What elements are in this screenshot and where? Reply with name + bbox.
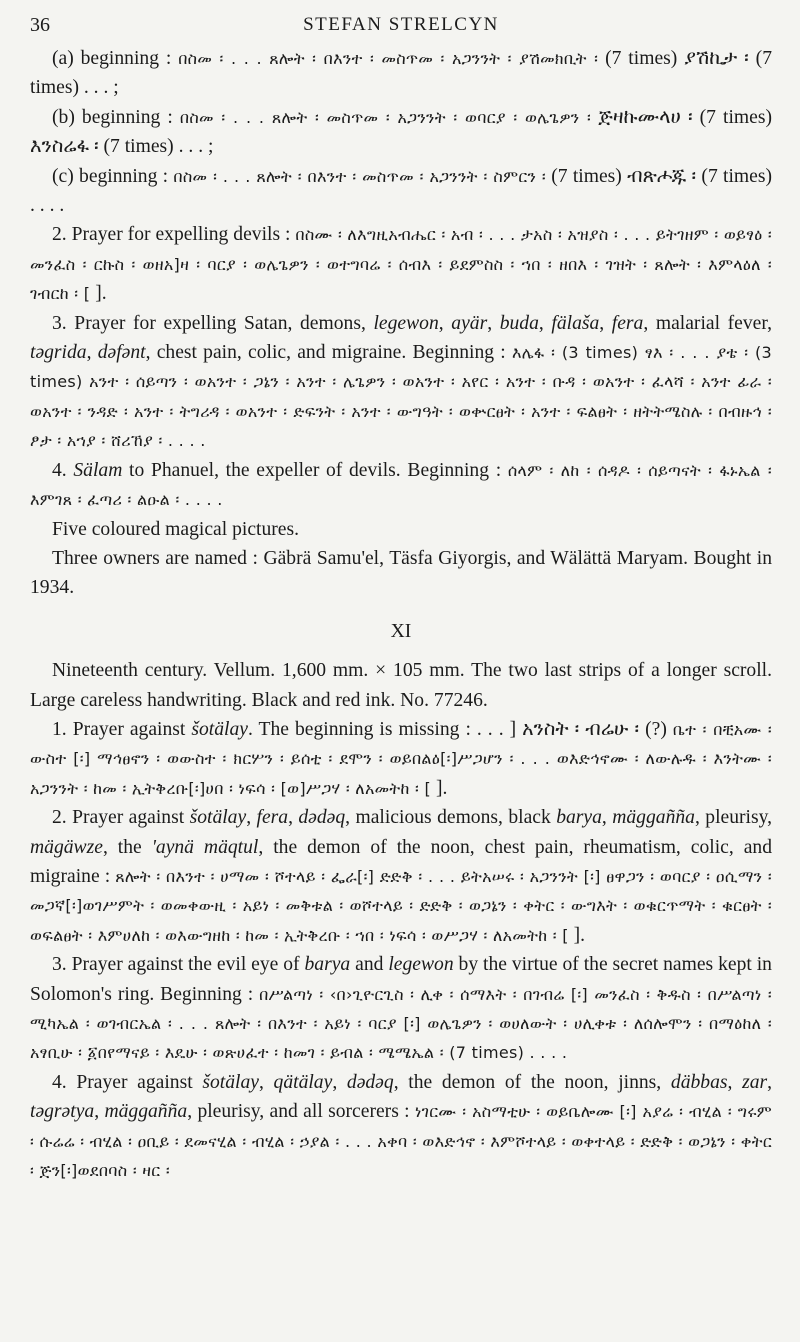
- prayer-3-term: legewon: [388, 954, 454, 976]
- note-pictures: Five coloured magical pictures.: [52, 518, 300, 540]
- item-2-end: ].: [95, 283, 107, 305]
- item-4-lead: 4.: [52, 459, 67, 481]
- prayer-4-mid: the demon of the noon, jinns,: [408, 1071, 662, 1093]
- prayer-4-term: dədəq: [346, 1071, 394, 1093]
- prayer-1: [30, 715, 772, 803]
- variant-b: [30, 103, 772, 162]
- prayer-3-tail: by the virtue of the secret names kept in Solomon's ring. Beginning :: [30, 954, 772, 1005]
- prayer-1-lead: 1. Prayer against: [52, 718, 186, 740]
- note-owners: Three owners are named : Gäbrä Samu'el, Täsfa Giyorgis, and Wälättä Maryam. Bought in 1934.: [30, 547, 772, 599]
- prayer-4-term: mäggañña: [104, 1101, 188, 1123]
- prayer-2-term: šotälay: [189, 807, 247, 829]
- prayer-2-lead: 2. Prayer against: [52, 807, 185, 829]
- item-2-ethiopic: በስሙ ፡ ለእግዚአብሔር ፡ አብ ፡ . . . ታአስ ፡ አዝያስ ፡ . . . ይትገዘም ፡ ወይፃዕ ፡ መንፈስ ፡ ርኩስ ፡ ወዘአ]ዛ ፡ ባርያ ፡ ወሌጌዎን ፡ ወተግባሬ ፡ ሰብእ ፡ ይደምስስ ፡ ኀበ ፡ ዘበእ ፡ ገዝት ፡ ጸሎት ፡ እምላዕለ ፡ ገብርከ ፡ [: [30, 225, 772, 304]
- variant-b-ethiopic: በስመ ፡ . . . ጸሎት ፡ መስጥመ ፡ አጋንንት ፡ ወባርያ ፡ ወሌጌዎን ፡: [179, 107, 592, 127]
- item-2: [30, 220, 772, 308]
- prayer-2: 2. Prayer against šotälay, fera, dədəq, malicious demons, black barya, mäggañña, pleurisy, mägäwze, the 'aynä mäqtul, the demon of the noon, chest pain, rheumatism, colic, and migraine : ጸሎት ፡ በእንተ ፡ ሀማመ ፡ ሾተላይ ፡ ፌራ[፡] ድድቅ ፡ . . . ይትአሠሩ ፡ አጋንንት [፡] ፀዋጋን ፡ ወባርያ ፡ ዐሲማን ፡ መጋኛ[፡]ወገሥምት ፡ ወመቀውዚ ፡ አይነ ፡ መቅቱል ፡ ወሾተላይ ፡ ድድቅ ፡ ወጋኔን ፡ ቀትር ፡ ውግእት ፡ ወቁርጥማት ፡ ቁርፀት ፡ ወፍልፀት ፡ እምሀለከ ፡ ወእውግዘከ ፡ ከመ ፡ ኢትቅረቡ ፡ ኀበ ፡ ነፍሳ ፡ ወሥጋሃ ፡ ለአመትከ ፡ [ ].: [30, 807, 773, 946]
- prayer-4-lead: 4. Prayer against: [52, 1071, 193, 1093]
- item-3-term: fälaša: [551, 312, 600, 334]
- prayer-4-term: zar: [742, 1071, 768, 1093]
- prayer-4-term: šotälay: [202, 1071, 259, 1093]
- item-3: 3. Prayer for expelling Satan, demons, legewon, ayär, buda, fälaša, fera, malarial fever, təgrida, dəfənt, chest pain, colic, and migraine. Beginning : እሌፋ ፡ (3 times) ፃእ ፡ . . . ያቴ ፡ (3 times) አንተ ፡ ሰይጣን ፡ ወአንተ ፡ ጋኔን ፡ አንተ ፡ ሌጌዎን ፡ ወአንተ ፡ አየር ፡ አንተ ፡ ቡዳ ፡ ወአንተ ፡ ፈላሻ ፡ አንተ ፊራ ፡ ወአንተ ፡ ንዳድ ፡ አንተ ፡ ትግሪዳ ፡ ወአንተ ፡ ድፍንት ፡ አንተ ፡ ውግዓት ፡ ወቍርፀት ፡ አንተ ፡ ፍልፀት ፡ ዘትትሜስሉ ፡ በብዙኅ ፡ ፆታ ፡ አኀያ ፡ ሸሪኸያ ፡ . . . .: [30, 312, 773, 451]
- item-3-term: dəfənt: [97, 342, 146, 364]
- variant-c-label: (c) beginning :: [52, 165, 169, 187]
- prayer-2-the: the: [117, 836, 142, 858]
- variant-b-label: (b) beginning :: [52, 106, 173, 128]
- prayer-4-ethiopic: ነገርሙ ፡ አስማቲሁ ፡ ወይቤሎሙ [፡] አያሬ ፡ ብሂል ፡ ግሩም ፡ ሱሬሬ ፡ ብሂል ፡ ዐቢይ ፡ ደመናሂል ፡ ብሂል ፡ ኃያል ፡ . . . አቀባ ፡ ወእድኅኖ ፡ እምሾተላይ ፡ ወቀተላይ ፡ ድድቅ ፡ ወጋኔን ፡ ቀትር ፡ ጅን[፡]ወደበባስ ፡ ዛር ፡: [30, 1102, 773, 1181]
- variant-c: [30, 162, 772, 221]
- prayer-2-term: dədəq: [298, 807, 346, 829]
- variant-c-ethiopic: በስመ ፡ . . . ጸሎት ፡ በእንተ ፡ መስጥመ ፡ አጋንንት ፡ ስምርን ፡: [173, 166, 546, 186]
- item-4: [30, 456, 772, 515]
- prayer-3-lead: 3. Prayer against the evil eye of: [52, 954, 300, 976]
- item-4-ethiopic: ሰላም ፡ ለከ ፡ ሰዳዶ ፡ ሰይጣናት ፡ ፋኑኤል ፡ እምገጸ ፡ ፈጣሪ ፡ ልዑል ፡ . . . .: [30, 460, 772, 510]
- prayer-2-term: mägäwze: [30, 836, 103, 858]
- item-3-term: təgrida: [30, 342, 87, 364]
- variant-a: [30, 44, 772, 103]
- item-3-term: buda: [499, 312, 539, 334]
- prayer-3: [30, 950, 772, 1068]
- prayer-3-ethiopic: በሥልጣነ ፡ ‹በ›ጊዮርጊስ ፡ ሊቀ ፡ ሰማእት ፡ በገብሬ [፡] መንፈስ ፡ ቅዱስ ፡ በሥልጣነ ፡ ሚካኤል ፡ ወገብርኤል ፡ . . . ጸሎት ፡ በእንተ ፡ አይነ ፡ ባርያ [፡] ወሌጌዎን ፡ ወሀለውት ፡ ሀሊቀቱ ፡ ለሰሎሞን ፡ በማዕከለ ፡ አፃቢሁ ፡ ፩በየማናይ ፡ እዴሁ ፡ ወጽሀፈተ ፡ ከመገ ፡ ይብል ፡ ሜሜኤል ፡ (7 times) . . . .: [30, 984, 772, 1063]
- prayer-4-term: təgrətya: [30, 1101, 95, 1123]
- prayer-4-tail: pleurisy, and all sorcerers :: [197, 1101, 410, 1123]
- prayer-2-pleurisy: pleurisy,: [705, 807, 773, 829]
- prayer-4-term: däbbas: [670, 1071, 728, 1093]
- item-3-lead: 3. Prayer for expelling Satan, demons,: [52, 312, 366, 334]
- prayer-4: 4. Prayer against šotälay, qätälay, dədəq, the demon of the noon, jinns, däbbas, zar, təgrətya, mäggañña, pleurisy, and all sorcerers : ነገርሙ ፡ አስማቲሁ ፡ ወይቤሎሙ [፡] አያሬ ፡ ብሂል ፡ ግሩም ፡ ሱሬሬ ፡ ብሂል ፡ ዐቢይ ፡ ደመናሂል ፡ ብሂል ፡ ኃያል ፡ . . . አቀባ ፡ ወእድኅኖ ፡ እምሾተላይ ፡ ወቀተላይ ፡ ድድቅ ፡ ወጋኔን ፡ ቀትር ፡ ጅን[፡]ወደበባስ ፡ ዛር ፡: [30, 1071, 773, 1181]
- prayer-4-term: qätälay: [273, 1071, 333, 1093]
- prayer-1-end: ].: [435, 777, 448, 799]
- prayer-2-term: mäggañña: [612, 807, 695, 829]
- section-number: XI: [390, 620, 412, 642]
- item-3-term: ayär: [451, 312, 488, 334]
- prayer-2-term: fera: [256, 807, 289, 829]
- variant-c-rest: (7 times) ብጽሖጁ ፡ (7 times) . . . .: [30, 165, 772, 217]
- item-2-lead: 2. Prayer for expelling devils :: [52, 224, 291, 246]
- section-description: Nineteenth century. Vellum. 1,600 mm. × 105 mm. The two last strips of a longer scroll. Large careless handwriting. Black and red ink. No. 77246.: [30, 660, 772, 711]
- item-4-text: to Phanuel, the expeller of devils. Beginning :: [129, 459, 502, 481]
- item-3-term: legewon: [373, 312, 439, 334]
- variant-a-label: (a) beginning :: [52, 48, 172, 69]
- prayer-2-ethiopic: ጸሎት ፡ በእንተ ፡ ሀማመ ፡ ሾተላይ ፡ ፌራ[፡] ድድቅ ፡ . . . ይትአሠሩ ፡ አጋንንት [፡] ፀዋጋን ፡ ወባርያ ፡ ዐሲማን ፡ መጋኛ[፡]ወገሥምት ፡ ወመቀውዚ ፡ አይነ ፡ መቅቱል ፡ ወሾተላይ ፡ ድድቅ ፡ ወጋኔን ፡ ቀትር ፡ ውግእት ፡ ወቁርጥማት ፡ ቁርፀት ፡ ወፍልፀት ፡ እምሀለከ ፡ ወእውግዘከ ፡ ከመ ፡ ኢትቅረቡ ፡ ኀበ ፡ ነፍሳ ፡ ወሥጋሃ ፡ ለአመትከ ፡ [: [30, 866, 772, 945]
- prayer-2-term: 'aynä mäqtul: [151, 836, 259, 858]
- prayer-2-end: ].: [573, 924, 586, 946]
- prayer-2-mid: malicious demons, black: [355, 807, 551, 829]
- item-3-mid: malarial fever,: [655, 312, 772, 334]
- page-header: [30, 2, 772, 42]
- running-title: STEFAN STRELCYN: [303, 14, 499, 35]
- prayer-1-term: šotälay: [191, 718, 248, 740]
- prayer-3-term: barya: [304, 954, 351, 976]
- prayer-2-term: barya: [556, 807, 602, 829]
- prayer-2-tail: the demon of the noon, chest pain, rheumatism, colic, and migraine :: [30, 836, 773, 887]
- item-3-term: fera: [611, 312, 644, 334]
- item-4-salam: Sälam: [73, 459, 123, 481]
- prayer-3-and: and: [355, 954, 384, 976]
- variant-a-rest: (7 times) ያሽኪታ ፡ (7 times) . . . ;: [30, 48, 772, 99]
- item-3-ethiopic: እሌፋ ፡ (3 times) ፃእ ፡ . . . ያቴ ፡ (3 times) አንተ ፡ ሰይጣን ፡ ወአንተ ፡ ጋኔን ፡ አንተ ፡ ሌጌዎን ፡ ወአንተ ፡ አየር ፡ አንተ ፡ ቡዳ ፡ ወአንተ ፡ ፈላሻ ፡ አንተ ፊራ ፡ ወአንተ ፡ ንዳድ ፡ አንተ ፡ ትግሪዳ ፡ ወአንተ ፡ ድፍንት ፡ አንተ ፡ ውግዓት ፡ ወቍርፀት ፡ አንተ ፡ ፍልፀት ፡ ዘትትሜስሉ ፡ በብዙኅ ፡ ፆታ ፡ አኀያ ፡ ሸሪኸያ ፡ . . . .: [30, 343, 773, 451]
- variant-b-rest: ጅዛኩሙላሀ ፡ (7 times) እንስሬፋ ፡ (7 times) . . . ;: [30, 106, 773, 158]
- page-body: [30, 44, 772, 1185]
- prayer-1-ethiopic: ቤተ ፡ በቺአሙ ፡ ውስተ [፡] ማኅፀኖን ፡ ወውስተ ፡ ክርሦን ፡ ይሰቲ ፡ ደሞን ፡ ወይበልዕ[፡]ሥጋሆን ፡ . . . ወእድኅኖሙ ፡ ለውሉዱ ፡ እንትሙ ፡ አጋንንት ፡ ከመ ፡ ኢትቅረቡ[፡]ሀበ ፡ ነፍሳ ፡ [ወ]ሥጋሃ ፡ ለአመትከ ፡ [: [30, 719, 772, 798]
- prayer-1-text: . The beginning is missing : . . . ] አንስት ፡ ብሬሁ ፡ (?): [247, 718, 667, 740]
- item-3-tail: chest pain, colic, and migraine. Beginning :: [156, 342, 506, 364]
- page-number: 36: [30, 14, 50, 36]
- variant-a-ethiopic: በስመ ፡ . . . ጸሎት ፡ በእንተ ፡ መስጥመ ፡ አጋንንት ፡ ያሽመክቢት ፡: [178, 49, 599, 68]
